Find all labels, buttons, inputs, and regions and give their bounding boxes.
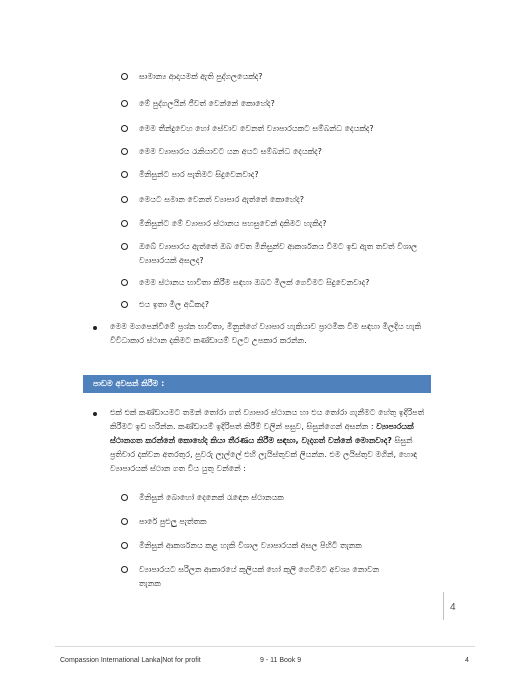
circle-bullet-icon <box>121 125 128 132</box>
circle-bullet-icon <box>121 542 128 549</box>
page-number-divider <box>443 592 444 620</box>
circle-bullet-icon <box>121 196 128 203</box>
page-number: 4 <box>450 602 456 613</box>
circle-bullet-icon <box>121 301 128 308</box>
paragraph-text: සිසුන් ප්‍රතිචාර දක්වන අතරතුර, පුවරු ලෑල්ලේ එහි ලැයිස්තුවක් ලියන්න. එම ලයිස්තුව මගින්, හොඳ ව්‍යාපාරයක් ස්ථාන ගත විය යුතු වන්නේ : <box>110 436 418 473</box>
list-item-text: පාරේ පුළුලු පැත්තක <box>139 517 207 526</box>
paragraph-text: එක් එක් කණ්ඩායමට තමන් තෝරා ගත් ව්‍යාපාර ස්ථානය හා එය තෝරා ගැනීමට හේතු ඉදිරිපත් කිරීමට ඉඩ හරින්න. කණ්ඩායම් ඉදිරිපත් කිරීම් වලින් පසුව, සිසුන්ගෙන් අසන්න : <box>110 408 425 431</box>
list-item-text: ව්‍යාපාරයට සරිලන ආකාරයේ කුලියක් හෝ කුලී ගෙවීමට අවශ්‍ය නොවන තැනක <box>139 565 380 588</box>
list-item-text: එය ඉතා මිල අධිකද? <box>139 300 209 309</box>
list-item-text: මෙයට සමාන වෙනත් ව්‍යාපාර ඇත්තේ කොහේද? <box>139 195 304 204</box>
list-item-text: මිනිසුන්ට පාර පැතිමට සිදුවෙනවාද? <box>139 170 259 179</box>
circle-bullet-icon <box>121 148 128 155</box>
footer-divider <box>55 646 475 647</box>
list-item-text: මෙම ව්‍යාපාරය රැකියාවට යන අයට සම්බන්ධ දෙයක්ද? <box>139 147 322 156</box>
bullet-icon <box>93 412 97 416</box>
list-item-text: මෙම ස්ථානය භාවිතා කිරීම සඳහා ඔබට මිලක් ගෙවීමට සිදුවෙනවාද? <box>139 278 370 287</box>
list-item-text: මෙම තීන්දුවෙහ හෝ සේවාව වෙනත් ව්‍යාපාරයකට සම්බන්ධ දෙයක්ද? <box>139 124 374 133</box>
circle-bullet-icon <box>121 243 128 250</box>
footer-center: 9 - 11 Book 9 <box>260 657 302 664</box>
bullet-paragraph <box>110 406 430 476</box>
circle-bullet-icon <box>121 494 128 501</box>
bullet-paragraph: මෙම මගපෙන්වීමේ ප්‍රශ්න භාවිතා, මිනුන්ගේ ව්‍යාපාර හැකියාව ප්‍රාථමික වීම සඳහා මිලදිය හැකි විවිධාකාර ස්ථාන දකිමට කණ්ඩායම් වලට උපකාර කරන්න. <box>110 322 422 345</box>
list-item-text: සාමාන්‍ය ආදායමක් ඇති පුද්ගලයෙක්ද? <box>139 72 263 81</box>
circle-bullet-icon <box>121 279 128 286</box>
footer-right: 4 <box>465 657 469 664</box>
list-item-text: ඔබේ ව්‍යාපාරය ඇත්තේ ඔබ වෙත මිනිසුන්ව ආකර්ශනය වීමට ඉඩ ඇත තවත් විශාල ව්‍යාපාරයක් අසලද? <box>139 242 418 265</box>
circle-bullet-icon <box>121 220 128 227</box>
circle-bullet-icon <box>121 73 128 80</box>
section-header <box>83 375 431 393</box>
footer-left: Compassion International Lanka|Not for profit <box>60 657 201 664</box>
bullet-icon <box>93 326 97 330</box>
circle-bullet-icon <box>121 100 128 107</box>
section-title: පාඩම අවසන් කිරීම : <box>93 379 165 388</box>
list-item-text: මිනිසුන්ට මේ ව්‍යාපාර ස්ථානය පහසුවෙන් දකිමට හැකිද? <box>139 219 327 228</box>
circle-bullet-icon <box>121 566 128 573</box>
paragraph-question: ව්‍යාපාරයක් ස්ථානගත කරන්නේ කොහේද කියා තීරණය කිරීම සඳහා, වැදගත් වන්නේ මොනවාද? <box>110 422 414 445</box>
circle-bullet-icon <box>121 518 128 525</box>
list-item-text: මේ පුද්ගලයින් ජීවත් වෙන්නේ කොහේද? <box>139 99 275 108</box>
circle-bullet-icon <box>121 171 128 178</box>
list-item-text: මිනිසුන් ආකර්ශනය කළ හැකි විශාල ව්‍යාපාරයක් අසල පිහිටි තැනක <box>139 541 362 550</box>
list-item-text: මිනිසුන් බොහෝ දෙනෙක් රැඳෙන ස්ථානයක <box>139 493 284 502</box>
